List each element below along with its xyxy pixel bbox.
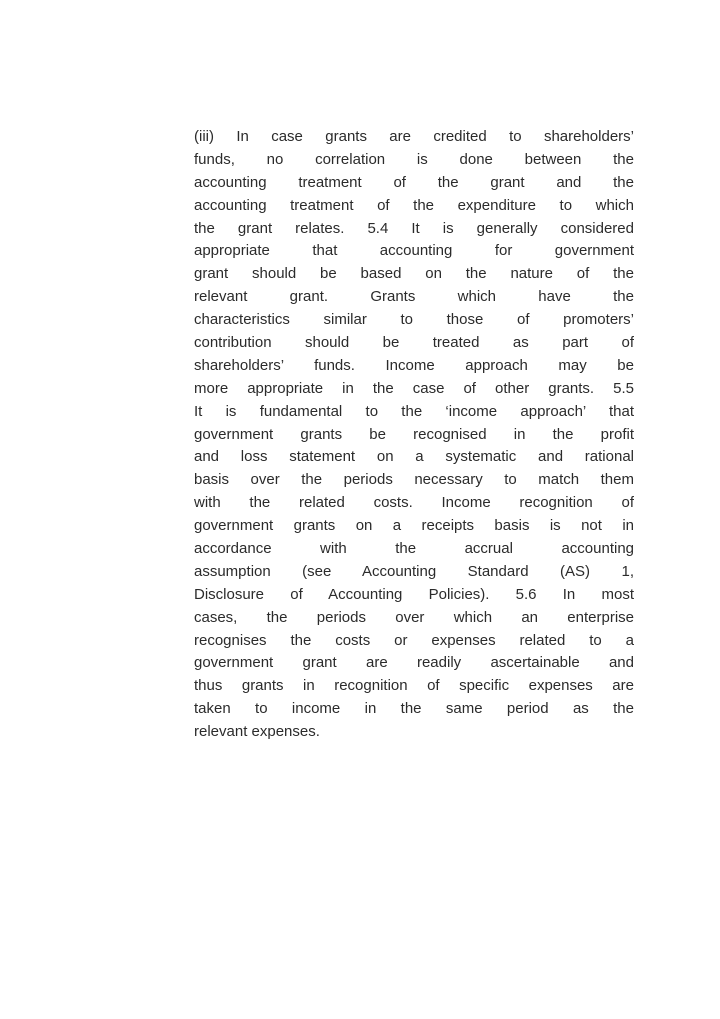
text-line: contribution should be treated as part of [194, 334, 634, 352]
text-line: with the related costs. Income recognition of [194, 494, 634, 512]
text-line: cases, the periods over which an enterprise [194, 608, 634, 626]
text-line: thus grants in recognition of specific expenses are [194, 677, 634, 695]
text-line: taken to income in the same period as the [194, 700, 634, 718]
text-line: Disclosure of Accounting Policies). 5.6 In most [194, 585, 634, 603]
text-line: funds, no correlation is done between the [194, 150, 634, 168]
text-line: characteristics similar to those of promoters’ [194, 311, 634, 329]
text-line: government grants be recognised in the profit [194, 425, 634, 443]
text-line: relevant expenses. [194, 723, 320, 741]
text-line: and loss statement on a systematic and rational [194, 448, 634, 466]
text-line: accounting treatment of the expenditure to which [194, 196, 634, 214]
text-line: government grant are readily ascertainable and [194, 654, 634, 672]
text-line: accordance with the accrual accounting [194, 540, 634, 558]
text-line: (iii) In case grants are credited to shareholders’ [194, 128, 634, 145]
text-line: relevant grant. Grants which have the [194, 288, 634, 306]
body-paragraph [194, 126, 634, 744]
text-line: basis over the periods necessary to match them [194, 471, 634, 489]
text-line: It is fundamental to the ‘income approach’ that [194, 402, 634, 420]
text-line: more appropriate in the case of other grants. 5.5 [194, 379, 634, 397]
text-line: government grants on a receipts basis is not in [194, 517, 634, 535]
text-line: grant should be based on the nature of the [194, 265, 634, 283]
text-line: recognises the costs or expenses related to a [194, 631, 634, 649]
text-line: assumption (see Accounting Standard (AS) 1, [194, 562, 634, 580]
text-line: shareholders’ funds. Income approach may be [194, 356, 634, 374]
text-line: accounting treatment of the grant and the [194, 173, 634, 191]
text-line: the grant relates. 5.4 It is generally considered [194, 219, 634, 237]
text-line: appropriate that accounting for government [194, 242, 634, 260]
